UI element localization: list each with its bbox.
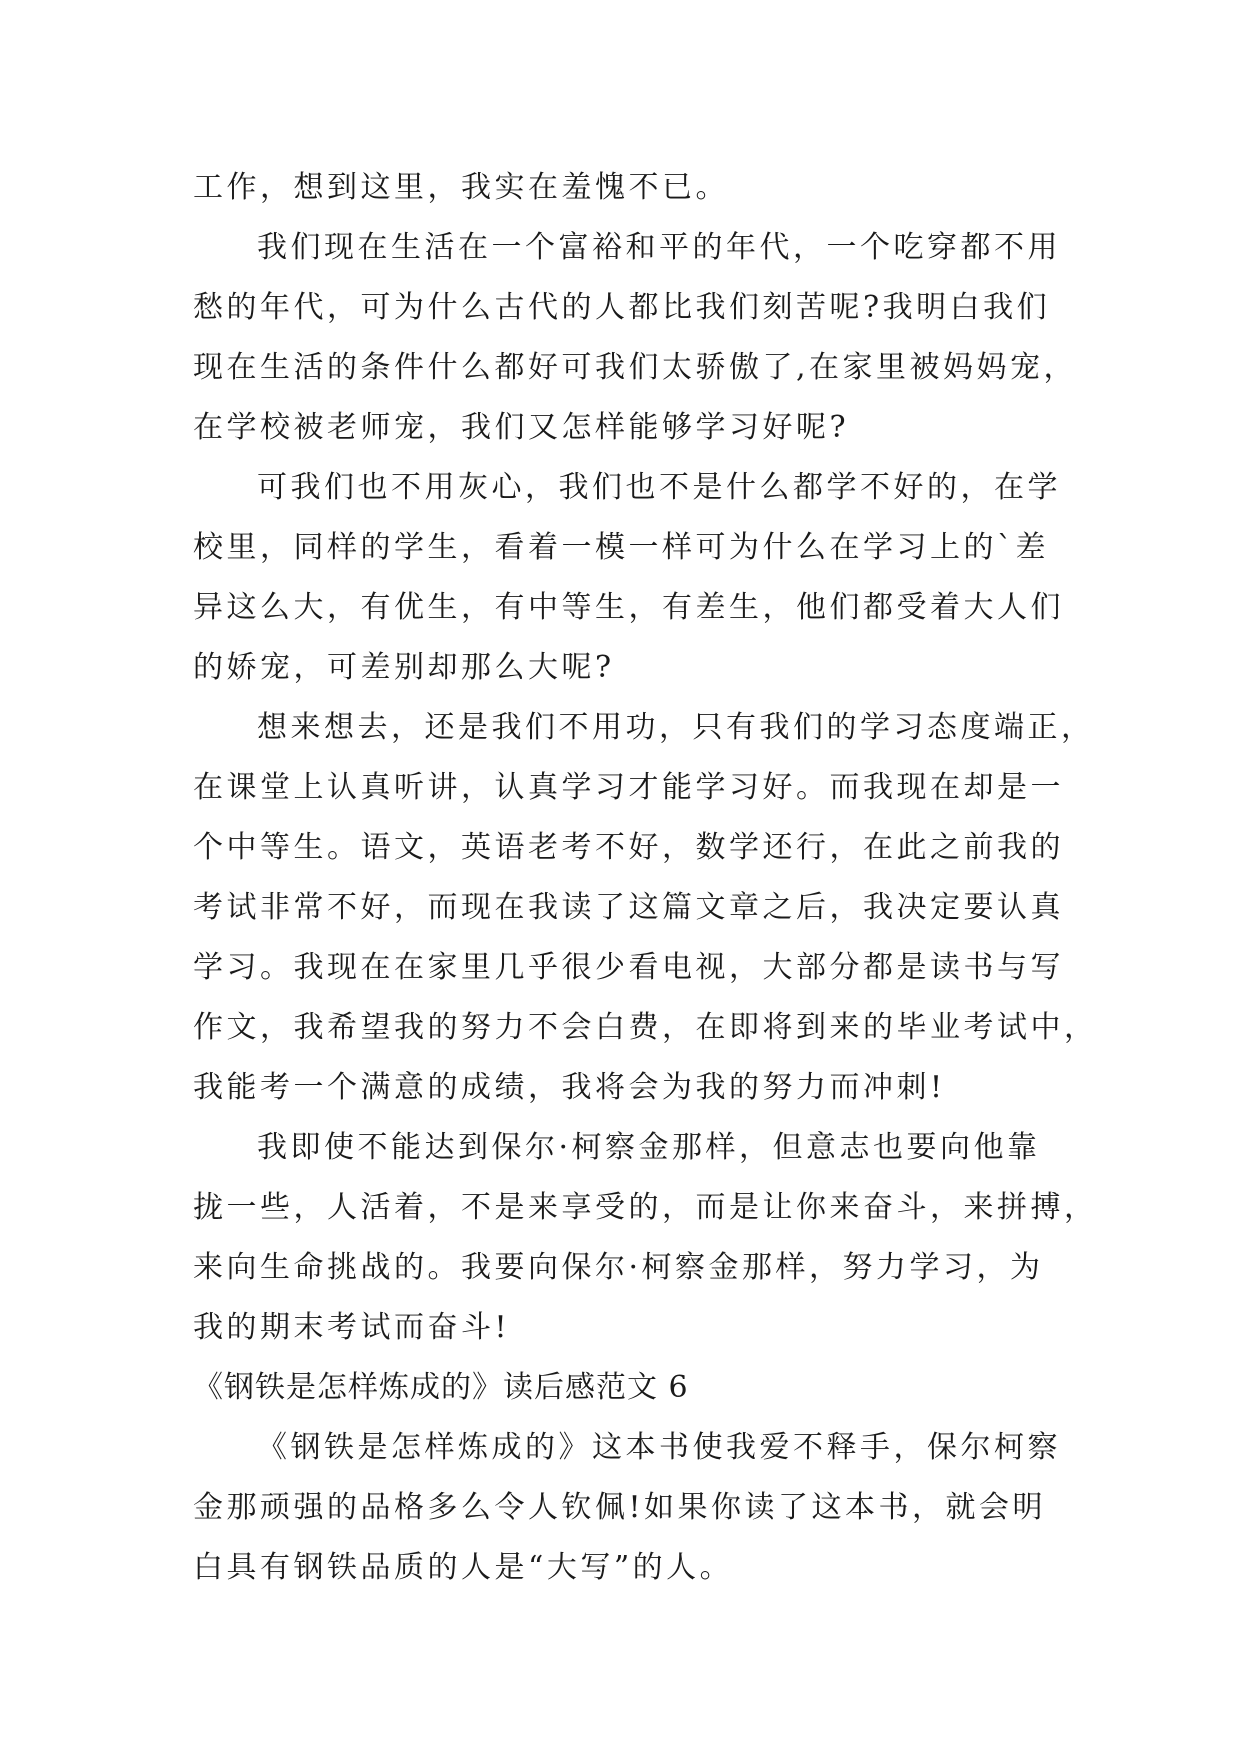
text-line: 个中等生。语文，英语老考不好，数学还行，在此之前我的 — [193, 830, 1064, 865]
text-line: 愁的年代，可为什么古代的人都比我们刻苦呢?我明白我们 — [193, 290, 1051, 325]
text-line: 拢一些，人活着，不是来享受的，而是让你来奋斗，来拼搏， — [193, 1190, 1098, 1225]
paragraph-start-line: 我们现在生活在一个富裕和平的年代，一个吃穿都不用 — [257, 230, 1061, 265]
text-line: 我能考一个满意的成绩，我将会为我的努力而冲刺! — [193, 1070, 946, 1105]
text-line: 工作，想到这里，我实在羞愧不已。 — [193, 170, 729, 205]
text-line: 现在生活的条件什么都好可我们太骄傲了,在家里被妈妈宠， — [193, 350, 1078, 385]
text-line: 异这么大，有优生，有中等生，有差生，他们都受着大人们 — [193, 590, 1064, 625]
paragraph-start-line: 想来想去，还是我们不用功，只有我们的学习态度端正， — [257, 710, 1095, 745]
text-line: 在课堂上认真听讲，认真学习才能学习好。而我现在却是一 — [193, 770, 1064, 805]
text-line: 的娇宠，可差别却那么大呢? — [193, 650, 615, 685]
paragraph-start-line: 我即使不能达到保尔·柯察金那样，但意志也要向他靠 — [257, 1130, 1041, 1165]
text-line: 作文，我希望我的努力不会白费，在即将到来的毕业考试中， — [193, 1010, 1098, 1045]
paragraph-start-line: 可我们也不用灰心，我们也不是什么都学不好的，在学 — [257, 470, 1061, 505]
text-line: 考试非常不好，而现在我读了这篇文章之后，我决定要认真 — [193, 890, 1064, 925]
text-line: 校里，同样的学生，看着一模一样可为什么在学习上的`差 — [193, 530, 1049, 565]
text-line: 在学校被老师宠，我们又怎样能够学习好呢? — [193, 410, 850, 445]
text-line: 白具有钢铁品质的人是“大写”的人。 — [193, 1550, 734, 1585]
section-heading: 《钢铁是怎样炼成的》读后感范文 6 — [193, 1370, 689, 1405]
text-line: 金那顽强的品格多么令人钦佩!如果你读了这本书，就会明 — [193, 1490, 1047, 1525]
text-line: 学习。我现在在家里几乎很少看电视，大部分都是读书与写 — [193, 950, 1064, 985]
paragraph-start-line: 《钢铁是怎样炼成的》这本书使我爱不释手，保尔柯察 — [257, 1430, 1061, 1465]
document-page — [193, 158, 1098, 1598]
text-line: 我的期末考试而奋斗! — [193, 1310, 511, 1345]
text-line: 来向生命挑战的。我要向保尔·柯察金那样，努力学习，为 — [193, 1250, 1044, 1285]
